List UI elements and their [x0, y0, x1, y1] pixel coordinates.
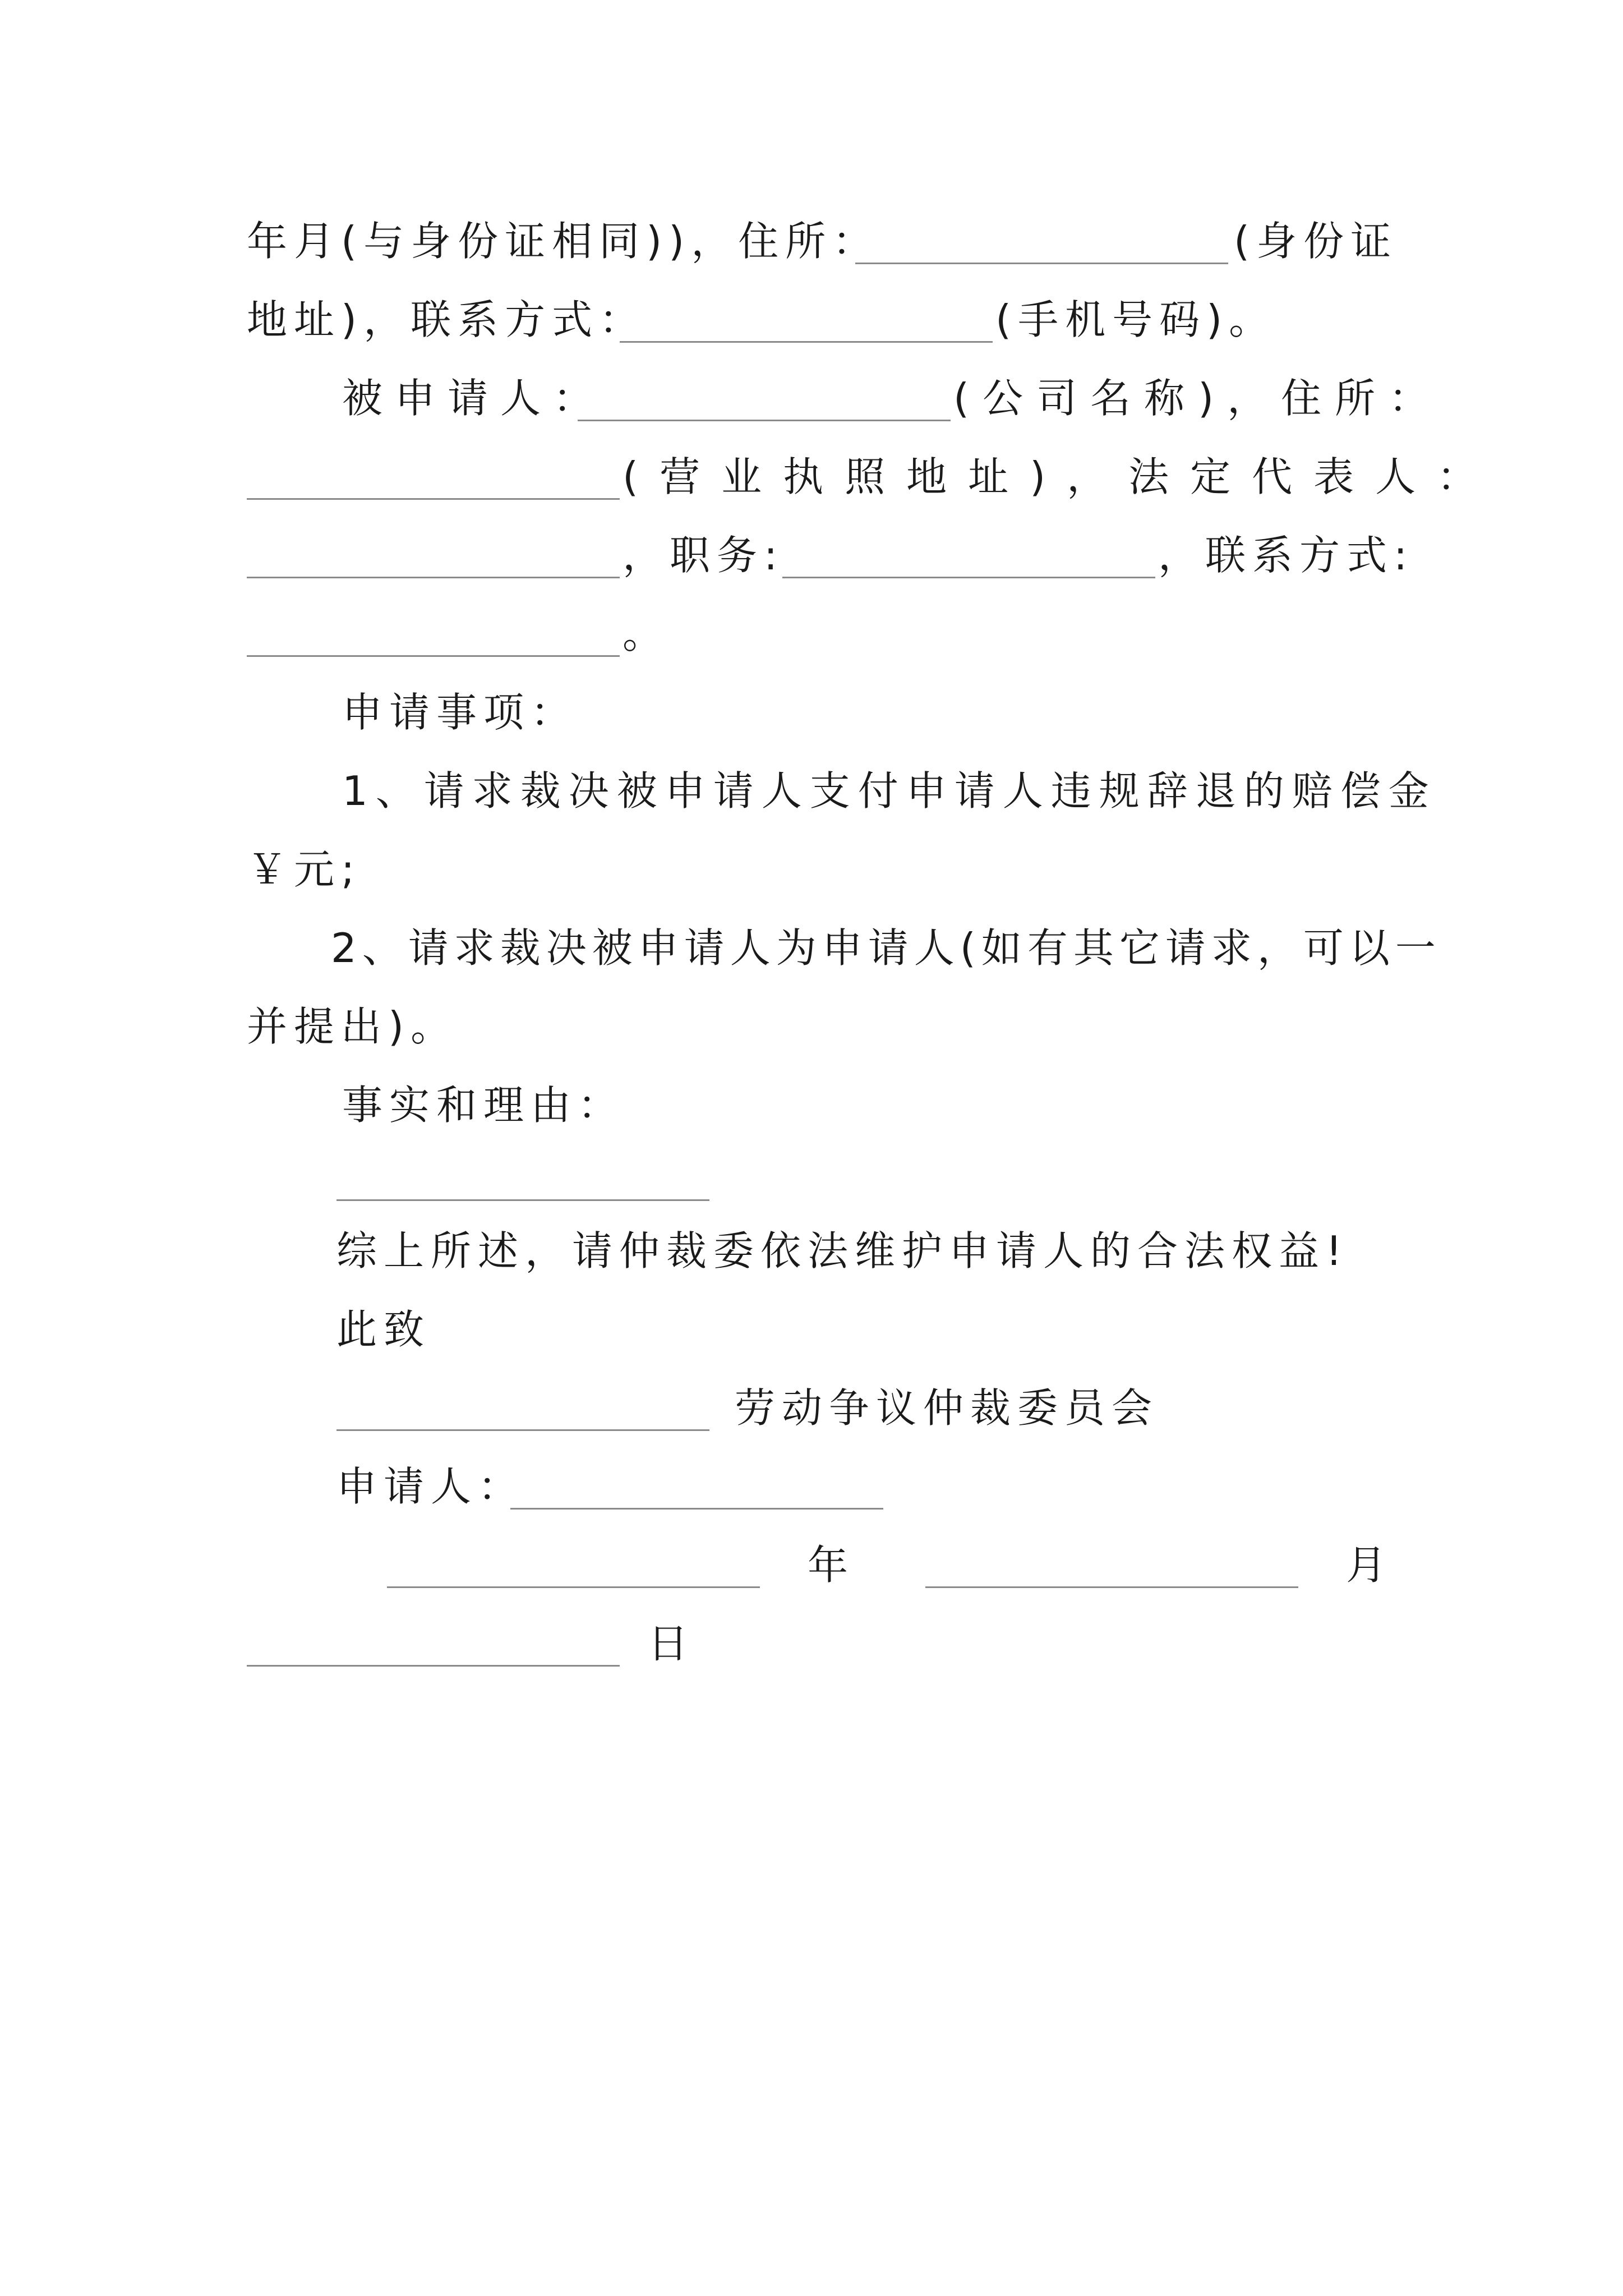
respondent-label: 被申请人：	[342, 375, 606, 422]
claims-heading: 申请事项：	[342, 689, 578, 736]
respondent-line-4	[0, 595, 1623, 673]
facts-heading: 事实和理由：	[342, 1082, 625, 1129]
respondent-line-2	[0, 438, 1623, 516]
period-mark: 。	[623, 610, 663, 657]
salutation-text: 此致	[336, 1306, 431, 1353]
committee-line	[0, 1369, 1623, 1447]
phone-hint: (手机号码)。	[995, 296, 1276, 343]
respondent-contact-blank[interactable]	[247, 655, 620, 657]
month-blank[interactable]	[925, 1586, 1298, 1588]
day-label: 日	[648, 1620, 689, 1667]
summary-text: 综上所述，请仲裁委依法维护申请人的合法权益!	[336, 1227, 1349, 1274]
claim-2-text: 2、请求裁决被申请人为申请人(如有其它请求，可以一	[331, 924, 1441, 972]
applicant-sign-label: 申请人：	[336, 1463, 525, 1510]
day-blank[interactable]	[247, 1665, 620, 1667]
applicant-line-1	[0, 202, 1623, 280]
applicant-line-2	[0, 280, 1623, 359]
applicant-birth-address-label: 年月(与身份证相同))，住所：	[247, 218, 880, 265]
respondent-address-blank[interactable]	[247, 498, 620, 500]
year-blank[interactable]	[387, 1586, 760, 1588]
committee-location-blank[interactable]	[336, 1429, 709, 1431]
claims-heading-line	[0, 673, 1623, 752]
applicant-address-blank[interactable]	[855, 263, 1228, 264]
respondent-line-3	[0, 516, 1623, 595]
claim-2-line-1	[0, 909, 1623, 987]
business-license-hint: (营业执照地址)，法定代表人：	[623, 453, 1499, 500]
facts-blank[interactable]	[336, 1199, 709, 1201]
applicant-sign-line	[0, 1447, 1623, 1526]
respondent-contact-label: ，联系方式:	[1158, 532, 1414, 579]
salutation-line	[0, 1290, 1623, 1369]
claim-1-amount: ￥元;	[247, 846, 362, 893]
position-blank[interactable]	[782, 577, 1155, 578]
date-line-1	[0, 1526, 1623, 1604]
claim-1-line-1	[0, 752, 1623, 830]
applicant-contact-label: 地址)，联系方式：	[247, 296, 647, 343]
date-line-2	[0, 1604, 1623, 1683]
month-label: 月	[1346, 1542, 1387, 1589]
applicant-phone-blank[interactable]	[620, 341, 993, 343]
facts-heading-line	[0, 1066, 1623, 1144]
summary-line	[0, 1212, 1623, 1290]
company-name-hint: (公司名称)，住所：	[953, 375, 1443, 422]
committee-name: 劳动争议仲裁委员会	[735, 1384, 1159, 1432]
position-label: ，职务:	[623, 532, 785, 579]
applicant-sign-blank[interactable]	[510, 1508, 883, 1510]
id-card-label: (身份证	[1234, 218, 1398, 265]
respondent-company-blank[interactable]	[578, 420, 951, 421]
claim-1-line-2	[0, 830, 1623, 909]
legal-rep-blank[interactable]	[247, 577, 620, 578]
facts-blank-line	[0, 1144, 1623, 1223]
claim-2-continuation: 并提出)。	[247, 1003, 458, 1050]
respondent-line-1	[0, 359, 1623, 438]
year-label: 年	[808, 1542, 849, 1589]
claim-1-text: 1、请求裁决被申请人支付申请人违规辞退的赔偿金	[342, 767, 1437, 815]
claim-2-line-2	[0, 987, 1623, 1066]
